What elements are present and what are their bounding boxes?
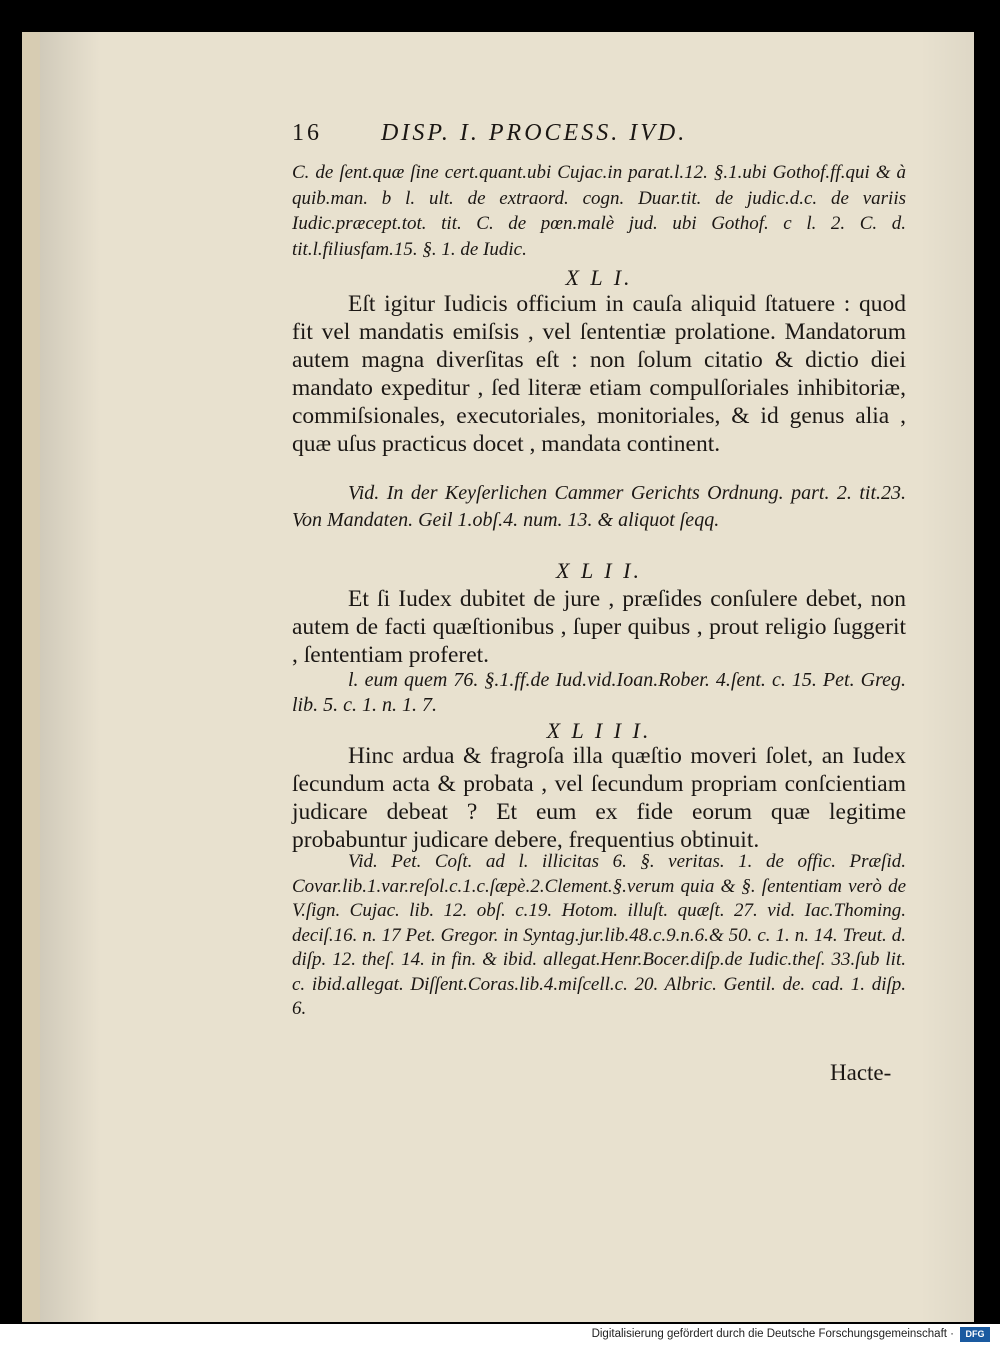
reference-text: l. eum quem 76. §.1.ff.de Iud.vid.Ioan.Rober. 4.ſent. c. 15. Pet. Greg. lib. 5. c. 1. n. 1. 7.	[292, 669, 906, 716]
reference	[292, 850, 906, 1022]
citation-block	[292, 160, 906, 262]
section-numeral: X L I I.	[556, 558, 642, 583]
section-text	[292, 290, 906, 458]
page-number: 16	[292, 120, 322, 146]
running-head	[292, 120, 906, 147]
running-title: DISP. I. PROCESS. IVD.	[381, 120, 688, 146]
paragraph: Eſt igitur Iudicis officium in cauſa aliquid ſtatuere : quod fit vel mandatis emiſsis , vel ſententiæ prolatione. Mandatorum autem magna diverſitas eſt : non ſolum citatio & dictio diei mandato expeditur , ſed literæ etiam compulſoriales inhibitoriæ, commiſsionales, executoriales, monitoriales, & id genus alia , quæ uſus practicus docet , mandata continent.	[292, 291, 906, 457]
section-text	[292, 742, 906, 854]
paragraph: Hinc ardua & fragroſa illa quæſtio moveri ſolet, an Iudex ſecundum acta & probata , vel ſecundum propriam conſcientiam judicare debeat ? Et eum ex fide eorum quæ legitime probabuntur judicare debere, frequentius obtinuit.	[292, 743, 906, 853]
dfg-logo-icon: DFG	[960, 1327, 990, 1342]
footer-bar	[0, 1324, 1000, 1346]
reference-text: Vid. Pet. Coſt. ad l. illicitas 6. §. veritas. 1. de offic. Præſid. Covar.lib.1.var.reſol.c.1.c.ſæpè.2.Clement.§.verum quia & §. ſententiam verò de V.ſign. Cujac. lib. 12. obſ. c.19. Hotom. illuſt. quæſt. 27. vid. Iac.Thoming. deciſ.16. n. 17 Pet. Gregor. in Syntag.jur.lib.48.c.9.n.6.& 50. c. 1. n. 14. Treut. d. diſp. 12. theſ. 14. in fin. & ibid. allegat.Henr.Bocer.diſp.de Iudic.theſ. 33.ſub lit. c. ibid.allegat. Diſſent.Coras.lib.4.miſcell.c. 20. Albric. Gentil. de. cad. 1. diſp. 6.	[292, 851, 906, 1019]
section-text	[292, 585, 906, 669]
section-numeral: X L I I I.	[546, 718, 652, 743]
paragraph: Et ſi Iudex dubitet de jure , præſides conſulere debet, non autem de facti quæſtionibus , ſuper quibus , prout religio ſuggerit , ſententiam proferet.	[292, 586, 906, 668]
reference-text: Vid. In der Keyſerlichen Cammer Gerichts Ordnung. part. 2. tit.23. Von Mandaten. Geil 1.obſ.4. num. 13. & aliquot ſeqq.	[292, 482, 906, 531]
citation-text: C. de ſent.quæ ſine cert.quant.ubi Cujac.in parat.l.12. §.1.ubi Gothof.ff.qui & à quib.man. b l. ult. de extraord. cogn. Duar.tit. de judic.d.c. de variis Iudic.præcept.tot. tit. C. de pœn.malè jud. ubi Gothof. c l. 2. C. d. tit.l.filiusfam.15. §. 1. de Iudic.	[292, 162, 906, 260]
catchword: Hacte-	[830, 1060, 892, 1085]
funding-credit: Digitalisierung gefördert durch die Deutsche Forschungsgemeinschaft ·	[591, 1328, 954, 1340]
reference	[292, 668, 906, 718]
section-numeral: X L I.	[565, 265, 633, 290]
reference	[292, 480, 906, 534]
